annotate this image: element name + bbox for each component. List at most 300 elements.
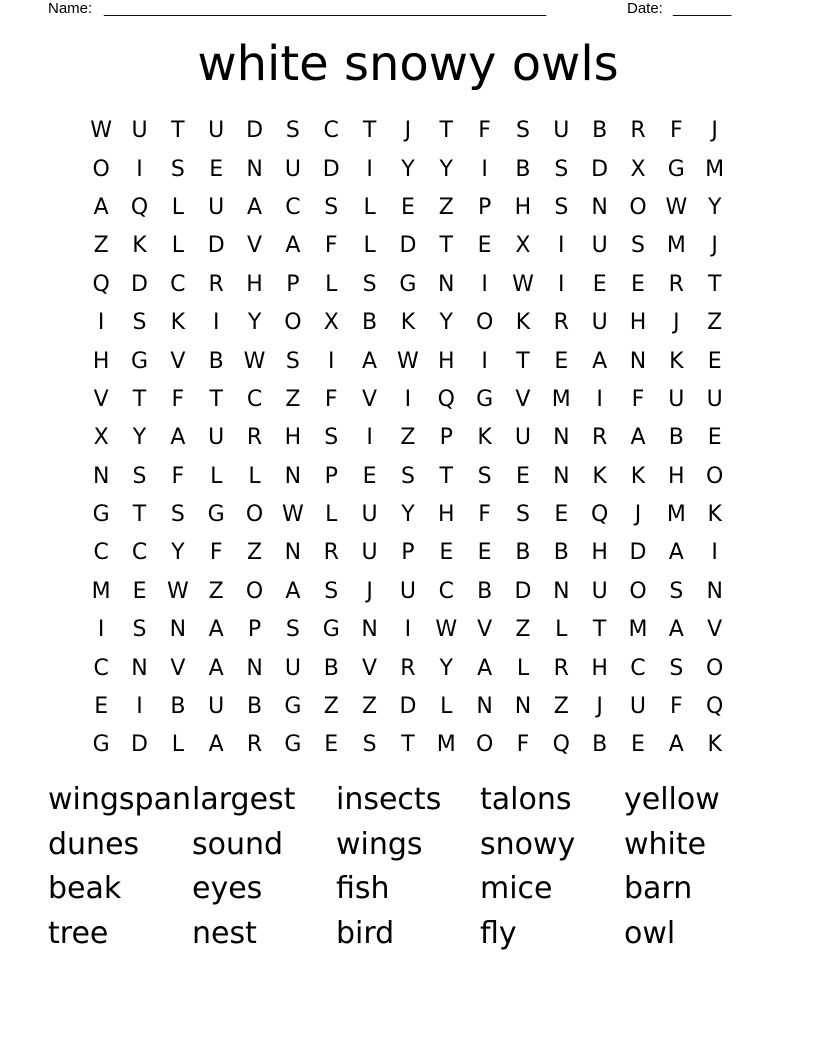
grid-letter[interactable]: L <box>171 194 184 220</box>
grid-letter[interactable]: N <box>476 694 493 720</box>
grid-letter[interactable]: J <box>711 118 718 144</box>
grid-letter[interactable]: D <box>246 118 264 144</box>
page-title: white snowy owls <box>197 36 619 92</box>
grid-letter[interactable]: S <box>324 578 339 604</box>
grid-letter[interactable]: T <box>171 118 185 144</box>
grid-letter[interactable]: J <box>366 578 373 604</box>
header-line <box>48 0 748 20</box>
grid-letter[interactable]: N <box>284 540 302 566</box>
grid-letter[interactable]: L <box>363 233 376 259</box>
grid-letter[interactable]: X <box>93 425 109 451</box>
grid-letter[interactable]: D <box>131 271 148 297</box>
grid-letter[interactable]: P <box>324 463 338 489</box>
grid-letter[interactable]: R <box>208 271 224 297</box>
grid-letter[interactable]: D <box>207 233 225 259</box>
grid-letter[interactable]: E <box>324 732 339 758</box>
grid-letter[interactable]: N <box>246 156 263 182</box>
grid-letter[interactable]: R <box>246 732 263 758</box>
grid-letter[interactable]: I <box>558 271 565 297</box>
grid-letter[interactable]: I <box>212 310 220 336</box>
grid-letter[interactable]: Y <box>401 502 415 528</box>
grid-letter[interactable]: U <box>591 578 608 604</box>
grid-letter[interactable]: M <box>551 386 571 412</box>
grid-letter[interactable]: S <box>132 310 147 336</box>
grid-letter[interactable]: I <box>404 386 412 412</box>
grid-letter[interactable]: X <box>515 233 531 259</box>
grid-letter[interactable]: K <box>477 425 492 451</box>
grid-letter[interactable]: V <box>362 655 378 681</box>
grid-letter[interactable]: A <box>208 655 224 681</box>
grid-letter[interactable]: P <box>439 425 453 451</box>
grid-letter[interactable]: B <box>323 655 339 681</box>
grid-letter[interactable]: Q <box>437 386 455 412</box>
grid-letter[interactable]: P <box>247 617 262 643</box>
grid-letter[interactable]: E <box>554 502 569 528</box>
grid-letter[interactable]: O <box>706 463 724 489</box>
grid-letter[interactable]: Z <box>247 540 263 566</box>
grid-letter[interactable]: Y <box>439 156 453 182</box>
grid-letter[interactable]: V <box>707 617 723 643</box>
grid-letter[interactable]: T <box>439 233 453 259</box>
grid-letter[interactable]: N <box>284 463 302 489</box>
grid-letter[interactable]: S <box>631 233 645 259</box>
grid-letter[interactable]: L <box>555 617 568 643</box>
grid-letter[interactable]: G <box>207 502 225 528</box>
grid-letter[interactable]: M <box>91 578 111 604</box>
grid-letter[interactable]: V <box>247 233 263 259</box>
grid-letter[interactable]: J <box>404 118 412 144</box>
grid-letter[interactable]: S <box>170 156 185 182</box>
grid-letter[interactable]: E <box>631 732 645 758</box>
grid-letter[interactable]: L <box>325 502 338 528</box>
grid-letter[interactable]: W <box>665 194 688 220</box>
grid-letter[interactable]: N <box>92 463 110 489</box>
grid-letter[interactable]: H <box>514 194 532 220</box>
word-bank-item: beak <box>48 871 122 906</box>
grid-letter[interactable]: A <box>285 578 301 604</box>
grid-letter[interactable]: B <box>668 425 684 451</box>
grid-letter[interactable]: S <box>324 425 339 451</box>
grid-letter[interactable]: Z <box>438 194 454 220</box>
grid-letter[interactable]: O <box>92 156 110 182</box>
grid-letter[interactable]: Q <box>130 194 149 220</box>
grid-letter[interactable]: C <box>131 540 148 566</box>
grid-letter[interactable]: S <box>477 463 492 489</box>
grid-letter[interactable]: B <box>515 156 531 182</box>
grid-letter[interactable]: K <box>630 463 646 489</box>
grid-letter[interactable]: I <box>97 310 105 336</box>
grid-letter[interactable]: L <box>171 732 184 758</box>
grid-letter[interactable]: U <box>208 425 225 451</box>
grid-letter[interactable]: F <box>670 118 683 144</box>
grid-letter[interactable]: R <box>400 655 416 681</box>
grid-letter[interactable]: X <box>323 310 339 336</box>
grid-letter[interactable]: C <box>246 386 263 412</box>
grid-letter[interactable]: V <box>515 386 531 412</box>
grid-letter[interactable]: U <box>131 118 148 144</box>
grid-letter[interactable]: E <box>592 271 607 297</box>
grid-letter[interactable]: A <box>208 617 224 643</box>
grid-letter[interactable]: B <box>477 578 493 604</box>
grid-letter[interactable]: Q <box>706 694 724 720</box>
grid-letter[interactable]: W <box>166 578 189 604</box>
grid-letter[interactable]: N <box>706 578 723 604</box>
grid-letter[interactable]: S <box>324 194 339 220</box>
grid-letter[interactable]: W <box>435 617 458 643</box>
grid-letter[interactable]: P <box>401 540 415 566</box>
grid-letter[interactable]: W <box>282 502 304 528</box>
grid-letter[interactable]: V <box>170 348 186 374</box>
grid-row <box>82 304 734 342</box>
grid-letter[interactable]: H <box>629 310 647 336</box>
grid-letter[interactable]: E <box>477 540 492 566</box>
grid-letter[interactable]: L <box>325 271 338 297</box>
grid-letter[interactable]: G <box>92 732 110 758</box>
grid-letter[interactable]: Y <box>439 310 453 336</box>
grid-letter[interactable]: V <box>477 617 493 643</box>
grid-letter[interactable]: Y <box>247 310 262 336</box>
grid-letter[interactable]: A <box>285 233 301 259</box>
grid-letter[interactable]: D <box>591 156 609 182</box>
grid-letter[interactable]: N <box>246 655 263 681</box>
grid-letter[interactable]: I <box>327 348 335 374</box>
grid-letter[interactable]: U <box>361 540 378 566</box>
word-bank-item: owl <box>624 915 676 951</box>
grid-letter[interactable]: T <box>516 348 530 374</box>
grid-letter[interactable]: A <box>668 732 684 758</box>
grid-letter[interactable]: G <box>322 617 340 643</box>
grid-letter[interactable]: I <box>711 540 718 566</box>
grid-letter[interactable]: F <box>478 118 491 144</box>
grid-letter[interactable]: T <box>707 271 722 297</box>
grid-letter[interactable]: Z <box>323 694 339 720</box>
grid-letter[interactable]: B <box>515 540 531 566</box>
grid-letter[interactable]: S <box>362 271 377 297</box>
grid-letter[interactable]: I <box>404 617 412 643</box>
grid-letter[interactable]: J <box>711 233 718 259</box>
grid-letter[interactable]: T <box>439 463 453 489</box>
grid-letter[interactable]: W <box>243 348 266 374</box>
grid-letter[interactable]: U <box>553 118 570 144</box>
grid-letter[interactable]: N <box>131 655 148 681</box>
grid-letter[interactable]: F <box>516 732 530 758</box>
grid-letter[interactable]: N <box>553 578 570 604</box>
grid-letter[interactable]: C <box>93 540 109 566</box>
grid-letter[interactable]: R <box>553 310 569 336</box>
grid-letter[interactable]: H <box>591 540 608 566</box>
grid-letter[interactable]: F <box>324 386 338 412</box>
grid-letter[interactable]: P <box>286 271 300 297</box>
grid-letter[interactable]: E <box>477 233 492 259</box>
grid-letter[interactable]: E <box>631 271 645 297</box>
grid-letter[interactable]: A <box>668 540 684 566</box>
grid-letter[interactable]: O <box>706 655 724 681</box>
grid-letter[interactable]: R <box>246 425 263 451</box>
grid-letter[interactable]: K <box>132 233 147 259</box>
grid-letter[interactable]: M <box>666 502 686 528</box>
grid-letter[interactable]: Q <box>590 502 609 528</box>
grid-letter[interactable]: S <box>554 194 569 220</box>
grid-letter[interactable]: F <box>171 463 185 489</box>
grid-letter[interactable]: L <box>516 655 530 681</box>
grid-letter[interactable]: F <box>478 502 491 528</box>
grid-letter[interactable]: B <box>170 694 186 720</box>
grid-letter[interactable]: H <box>92 348 110 374</box>
grid-letter[interactable]: D <box>322 156 340 182</box>
grid-letter[interactable]: S <box>170 502 185 528</box>
grid-letter[interactable]: Z <box>515 617 531 643</box>
grid-letter[interactable]: R <box>591 425 608 451</box>
grid-letter[interactable]: C <box>93 655 109 681</box>
grid-letter[interactable]: Z <box>285 386 301 412</box>
grid-letter[interactable]: B <box>208 348 224 374</box>
date-field[interactable]: _______ <box>673 0 732 17</box>
grid-letter[interactable]: G <box>399 271 417 297</box>
grid-letter[interactable]: D <box>514 578 532 604</box>
grid-letter[interactable]: O <box>629 578 647 604</box>
grid-letter[interactable]: E <box>400 194 415 220</box>
grid-letter[interactable]: B <box>247 694 263 720</box>
word-bank-item: wingspan <box>48 782 191 817</box>
grid-letter[interactable]: S <box>285 118 300 144</box>
grid-letter[interactable]: U <box>399 578 416 604</box>
grid-letter[interactable]: D <box>629 540 647 566</box>
grid-letter[interactable]: K <box>707 502 722 528</box>
grid-letter[interactable]: N <box>553 425 570 451</box>
grid-letter[interactable]: O <box>475 310 494 336</box>
grid-letter[interactable]: Y <box>707 194 722 220</box>
grid-letter[interactable]: S <box>132 463 147 489</box>
grid-letter[interactable]: S <box>554 156 569 182</box>
grid-letter[interactable]: D <box>131 732 148 758</box>
grid-letter[interactable]: S <box>285 617 300 643</box>
grid-letter[interactable]: A <box>170 425 186 451</box>
grid-letter[interactable]: Z <box>208 578 224 604</box>
grid-letter[interactable]: T <box>362 118 377 144</box>
grid-letter[interactable]: A <box>668 617 684 643</box>
grid-letter[interactable]: G <box>92 502 110 528</box>
grid-letter[interactable]: E <box>707 425 722 451</box>
grid-letter[interactable]: O <box>245 578 264 604</box>
grid-letter[interactable]: N <box>169 617 187 643</box>
grid-letter[interactable]: E <box>94 694 109 720</box>
grid-letter[interactable]: Y <box>439 655 453 681</box>
grid-letter[interactable]: G <box>284 732 302 758</box>
grid-letter[interactable]: I <box>366 156 373 182</box>
grid-letter[interactable]: E <box>439 540 454 566</box>
grid-letter[interactable]: A <box>362 348 378 374</box>
grid-letter[interactable]: I <box>596 386 603 412</box>
grid-letter[interactable]: L <box>171 233 184 259</box>
grid-letter[interactable]: F <box>171 386 185 412</box>
grid-letter[interactable]: D <box>399 694 417 720</box>
grid-letter[interactable]: N <box>438 271 455 297</box>
grid-letter[interactable]: L <box>210 463 223 489</box>
grid-letter[interactable]: S <box>669 655 684 681</box>
grid-letter[interactable]: Z <box>400 425 416 451</box>
grid-letter[interactable]: E <box>209 156 224 182</box>
grid-letter[interactable]: E <box>516 463 530 489</box>
grid-letter[interactable]: A <box>247 194 263 220</box>
grid-letter[interactable]: P <box>477 194 492 220</box>
grid-letter[interactable]: M <box>705 156 725 182</box>
grid-letter[interactable]: O <box>475 732 494 758</box>
grid-letter[interactable]: H <box>591 655 608 681</box>
grid-letter[interactable]: U <box>591 233 608 259</box>
grid-letter[interactable]: K <box>515 310 531 336</box>
grid-letter[interactable]: I <box>136 694 143 720</box>
grid-letter[interactable]: V <box>170 655 186 681</box>
grid-row <box>82 189 734 227</box>
grid-letter[interactable]: S <box>285 348 300 374</box>
grid-letter[interactable]: R <box>553 655 569 681</box>
grid-letter[interactable]: U <box>706 386 723 412</box>
grid-letter[interactable]: A <box>208 732 224 758</box>
grid-letter[interactable]: K <box>669 348 684 374</box>
grid-letter[interactable]: U <box>208 694 225 720</box>
grid-letter[interactable]: H <box>246 271 263 297</box>
grid-letter[interactable]: F <box>209 540 223 566</box>
grid-letter[interactable]: I <box>558 233 565 259</box>
grid-letter[interactable]: H <box>668 463 685 489</box>
grid-letter[interactable]: Y <box>132 425 147 451</box>
grid-letter[interactable]: A <box>630 425 646 451</box>
grid-letter[interactable]: O <box>245 502 264 528</box>
grid-letter[interactable]: B <box>553 540 569 566</box>
grid-letter[interactable]: C <box>630 655 646 681</box>
grid-letter[interactable]: V <box>93 386 109 412</box>
grid-letter[interactable]: U <box>591 310 608 336</box>
grid-letter[interactable]: Z <box>553 694 569 720</box>
grid-letter[interactable]: X <box>630 156 646 182</box>
grid-letter[interactable]: J <box>634 502 642 528</box>
grid-letter[interactable]: L <box>440 694 453 720</box>
grid-letter[interactable]: S <box>132 617 147 643</box>
grid-letter[interactable]: Q <box>552 732 570 758</box>
grid-letter[interactable]: S <box>515 118 530 144</box>
grid-letter[interactable]: U <box>284 156 301 182</box>
grid-letter[interactable]: U <box>284 655 301 681</box>
grid-letter[interactable]: I <box>97 617 105 643</box>
grid-letter[interactable]: K <box>592 463 607 489</box>
grid-letter[interactable]: S <box>515 502 530 528</box>
grid-letter[interactable]: N <box>629 348 647 374</box>
grid-letter[interactable]: B <box>592 118 608 144</box>
grid-letter[interactable]: E <box>554 348 569 374</box>
grid-letter[interactable]: C <box>438 578 454 604</box>
grid-letter[interactable]: U <box>629 694 647 720</box>
grid-letter[interactable]: I <box>481 271 488 297</box>
grid-letter[interactable]: C <box>170 271 186 297</box>
grid-letter[interactable]: K <box>400 310 416 336</box>
grid-letter[interactable]: U <box>208 194 225 220</box>
grid-letter[interactable]: K <box>170 310 186 336</box>
grid-letter[interactable]: N <box>553 463 570 489</box>
grid-letter[interactable]: T <box>401 732 415 758</box>
grid-letter[interactable]: U <box>668 386 685 412</box>
grid-letter[interactable]: W <box>90 118 113 144</box>
grid-letter[interactable]: G <box>130 348 149 374</box>
grid-letter[interactable]: O <box>284 310 302 336</box>
grid-letter[interactable]: E <box>707 348 722 374</box>
grid-letter[interactable]: C <box>323 118 339 144</box>
name-field[interactable]: _____________________________________________________ <box>104 0 547 17</box>
grid-letter[interactable]: U <box>208 118 225 144</box>
grid-letter[interactable]: L <box>248 463 261 489</box>
grid-letter[interactable]: A <box>592 348 608 374</box>
grid-letter[interactable]: N <box>591 194 608 220</box>
grid-letter[interactable]: J <box>596 694 603 720</box>
grid-letter[interactable]: Y <box>401 156 415 182</box>
grid-letter[interactable]: Q <box>92 271 110 297</box>
grid-letter[interactable]: I <box>136 156 143 182</box>
grid-letter[interactable]: Y <box>171 540 185 566</box>
grid-letter[interactable]: Z <box>362 694 378 720</box>
grid-letter[interactable]: T <box>132 502 147 528</box>
grid-letter[interactable]: T <box>209 386 223 412</box>
grid-letter[interactable]: D <box>399 233 417 259</box>
grid-row <box>82 458 734 496</box>
grid-letter[interactable]: W <box>397 348 419 374</box>
grid-letter[interactable]: T <box>592 617 607 643</box>
grid-letter[interactable]: F <box>670 694 683 720</box>
grid-letter[interactable]: I <box>481 348 488 374</box>
grid-letter[interactable]: C <box>285 194 301 220</box>
grid-letter[interactable]: H <box>437 502 455 528</box>
grid-letter[interactable]: G <box>284 694 302 720</box>
grid-letter[interactable]: R <box>630 118 646 144</box>
grid-letter[interactable]: F <box>324 233 338 259</box>
grid-letter[interactable]: S <box>400 463 415 489</box>
grid-letter[interactable]: H <box>284 425 302 451</box>
grid-letter[interactable]: I <box>366 425 373 451</box>
grid-letter[interactable]: A <box>477 655 493 681</box>
grid-letter[interactable]: E <box>132 578 147 604</box>
grid-letter[interactable]: V <box>362 386 378 412</box>
grid-row <box>82 342 734 380</box>
grid-letter[interactable]: N <box>514 694 532 720</box>
grid-letter[interactable]: R <box>668 271 684 297</box>
grid-letter[interactable]: G <box>667 156 685 182</box>
grid-letter[interactable]: O <box>629 194 647 220</box>
grid-letter[interactable]: L <box>363 194 376 220</box>
grid-letter[interactable]: S <box>669 578 684 604</box>
grid-letter[interactable]: U <box>514 425 531 451</box>
grid-letter[interactable]: M <box>628 617 648 643</box>
grid-letter[interactable]: M <box>666 233 686 259</box>
grid-letter[interactable]: H <box>437 348 455 374</box>
grid-letter[interactable]: U <box>361 502 378 528</box>
grid-letter[interactable]: R <box>323 540 339 566</box>
grid-letter[interactable]: F <box>631 386 645 412</box>
grid-letter[interactable]: A <box>93 194 109 220</box>
grid-letter[interactable]: S <box>362 732 377 758</box>
grid-letter[interactable]: Z <box>93 233 109 259</box>
grid-letter[interactable]: B <box>592 732 608 758</box>
grid-letter[interactable]: K <box>707 732 722 758</box>
grid-letter[interactable]: B <box>362 310 378 336</box>
grid-letter[interactable]: M <box>436 732 456 758</box>
grid-letter[interactable]: T <box>439 118 453 144</box>
grid-letter[interactable]: N <box>361 617 378 643</box>
grid-letter[interactable]: T <box>132 386 147 412</box>
grid-letter[interactable]: Z <box>707 310 723 336</box>
grid-letter[interactable]: G <box>476 386 494 412</box>
grid-letter[interactable]: E <box>362 463 377 489</box>
grid-letter[interactable]: J <box>673 310 680 336</box>
grid-letter[interactable]: I <box>481 156 488 182</box>
grid-letter[interactable]: W <box>512 271 534 297</box>
